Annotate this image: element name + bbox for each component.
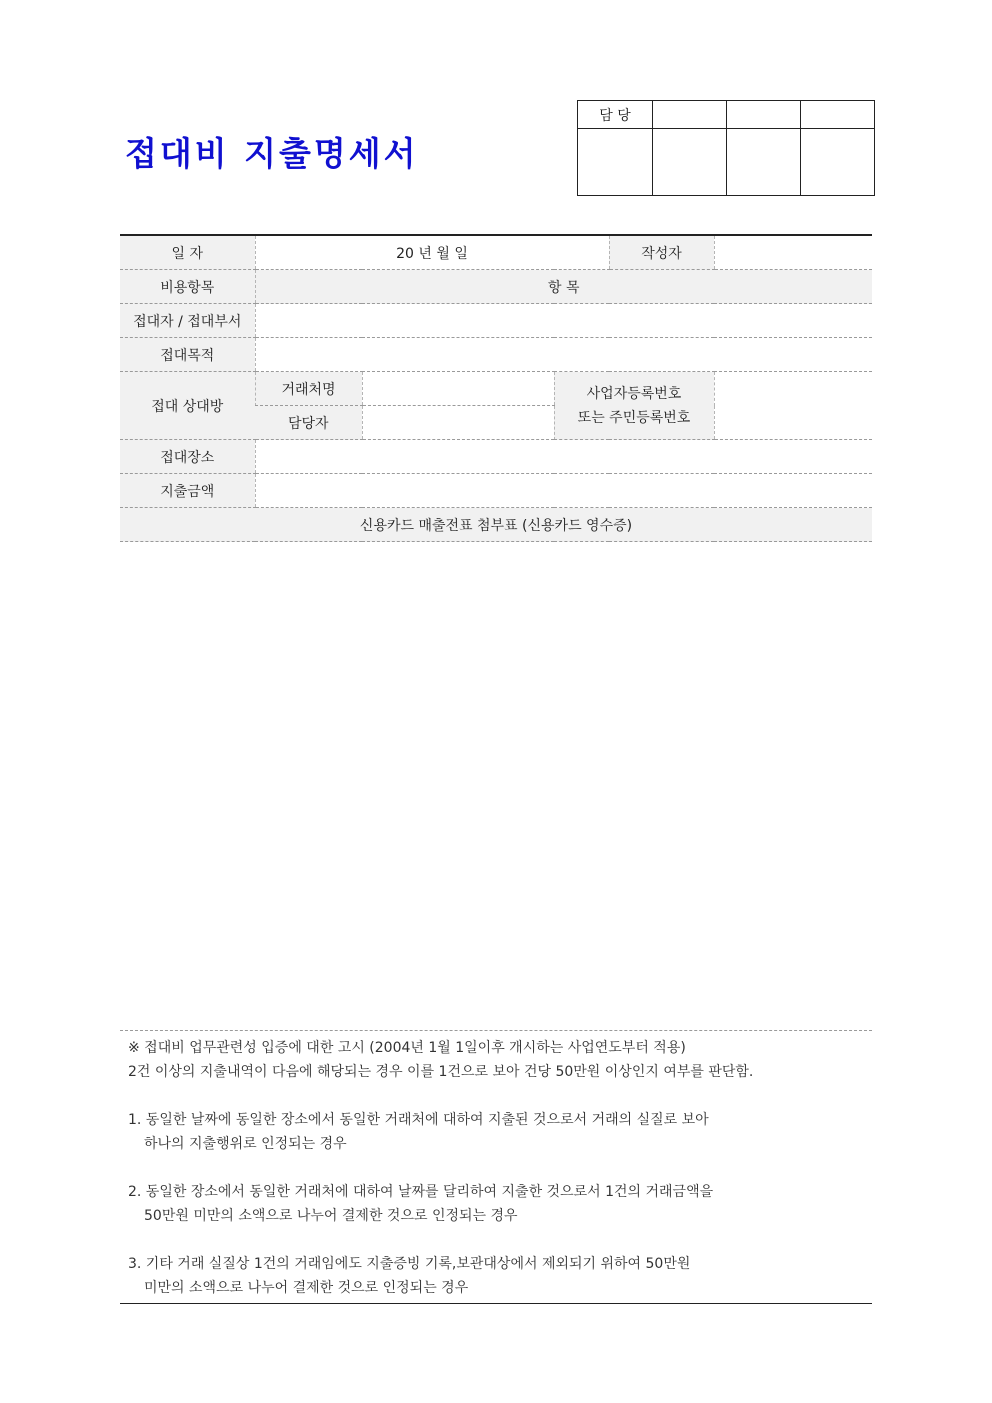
approval-box xyxy=(577,100,875,196)
approval-sign-cell[interactable] xyxy=(578,129,653,196)
note-item-line: 2. 동일한 장소에서 동일한 거래처에 대하여 날짜를 달리하여 지출한 것으로서 1건의 거래금액을 xyxy=(128,1184,714,1200)
approval-header-label: 담 당 xyxy=(578,101,653,129)
item-header: 항 목 xyxy=(255,270,872,304)
notes-heading: ※ 접대비 업무관련성 입증에 대한 고시 (2004년 1월 1일이후 개시하는 사업연도부터 적용) xyxy=(128,1040,686,1056)
approval-header-cell xyxy=(801,101,875,129)
date-field[interactable]: 20 년 월 일 xyxy=(255,235,609,270)
attachment-label: 신용카드 매출전표 첨부표 (신용카드 영수증) xyxy=(120,508,872,542)
amount-field[interactable] xyxy=(255,474,872,508)
notes-intro: 2건 이상의 지출내역이 다음에 해당되는 경우 이를 1건으로 보아 건당 50만원 이상인지 여부를 판단함. xyxy=(128,1064,754,1080)
purpose-label: 접대목적 xyxy=(120,338,255,372)
registration-label-line1: 사업자등록번호 xyxy=(586,385,682,402)
approval-header-cell xyxy=(727,101,801,129)
approval-header-cell xyxy=(653,101,727,129)
note-item-line: 1. 동일한 날짜에 동일한 장소에서 동일한 거래처에 대하여 지출된 것으로서 거래의 실질로 보아 xyxy=(128,1112,709,1128)
note-item-line: 3. 기타 거래 실질상 1건의 거래임에도 지출증빙 기록,보관대상에서 제외되기 위하여 50만원 xyxy=(128,1256,691,1272)
approval-sign-cell[interactable] xyxy=(653,129,727,196)
purpose-field[interactable] xyxy=(255,338,872,372)
place-label: 접대장소 xyxy=(120,440,255,474)
date-label: 일 자 xyxy=(120,235,255,270)
approval-sign-cell[interactable] xyxy=(801,129,875,196)
contact-label: 담당자 xyxy=(255,406,362,440)
place-field[interactable] xyxy=(255,440,872,474)
client-name-field[interactable] xyxy=(362,372,554,406)
approval-sign-cell[interactable] xyxy=(727,129,801,196)
amount-label: 지출금액 xyxy=(120,474,255,508)
notes-section xyxy=(120,1030,872,1304)
contact-field[interactable] xyxy=(362,406,554,440)
client-name-label: 거래처명 xyxy=(255,372,362,406)
writer-field[interactable] xyxy=(714,235,872,270)
note-item-line: 미만의 소액으로 나누어 결제한 것으로 인정되는 경우 xyxy=(144,1280,469,1296)
note-item-line: 50만원 미만의 소액으로 나누어 결제한 것으로 인정되는 경우 xyxy=(144,1208,518,1224)
document-title: 접대비 지출명세서 xyxy=(125,134,419,173)
registration-number-label xyxy=(554,372,714,440)
writer-label: 작성자 xyxy=(609,235,714,270)
counterpart-label: 접대 상대방 xyxy=(120,372,255,440)
registration-number-field[interactable] xyxy=(714,372,872,440)
entertainer-label: 접대자 / 접대부서 xyxy=(120,304,255,338)
registration-label-line2: 또는 주민등록번호 xyxy=(577,409,691,426)
note-item-line: 하나의 지출행위로 인정되는 경우 xyxy=(144,1136,347,1152)
expense-form-grid xyxy=(120,234,872,542)
expense-item-label: 비용항목 xyxy=(120,270,255,304)
entertainer-field[interactable] xyxy=(255,304,872,338)
